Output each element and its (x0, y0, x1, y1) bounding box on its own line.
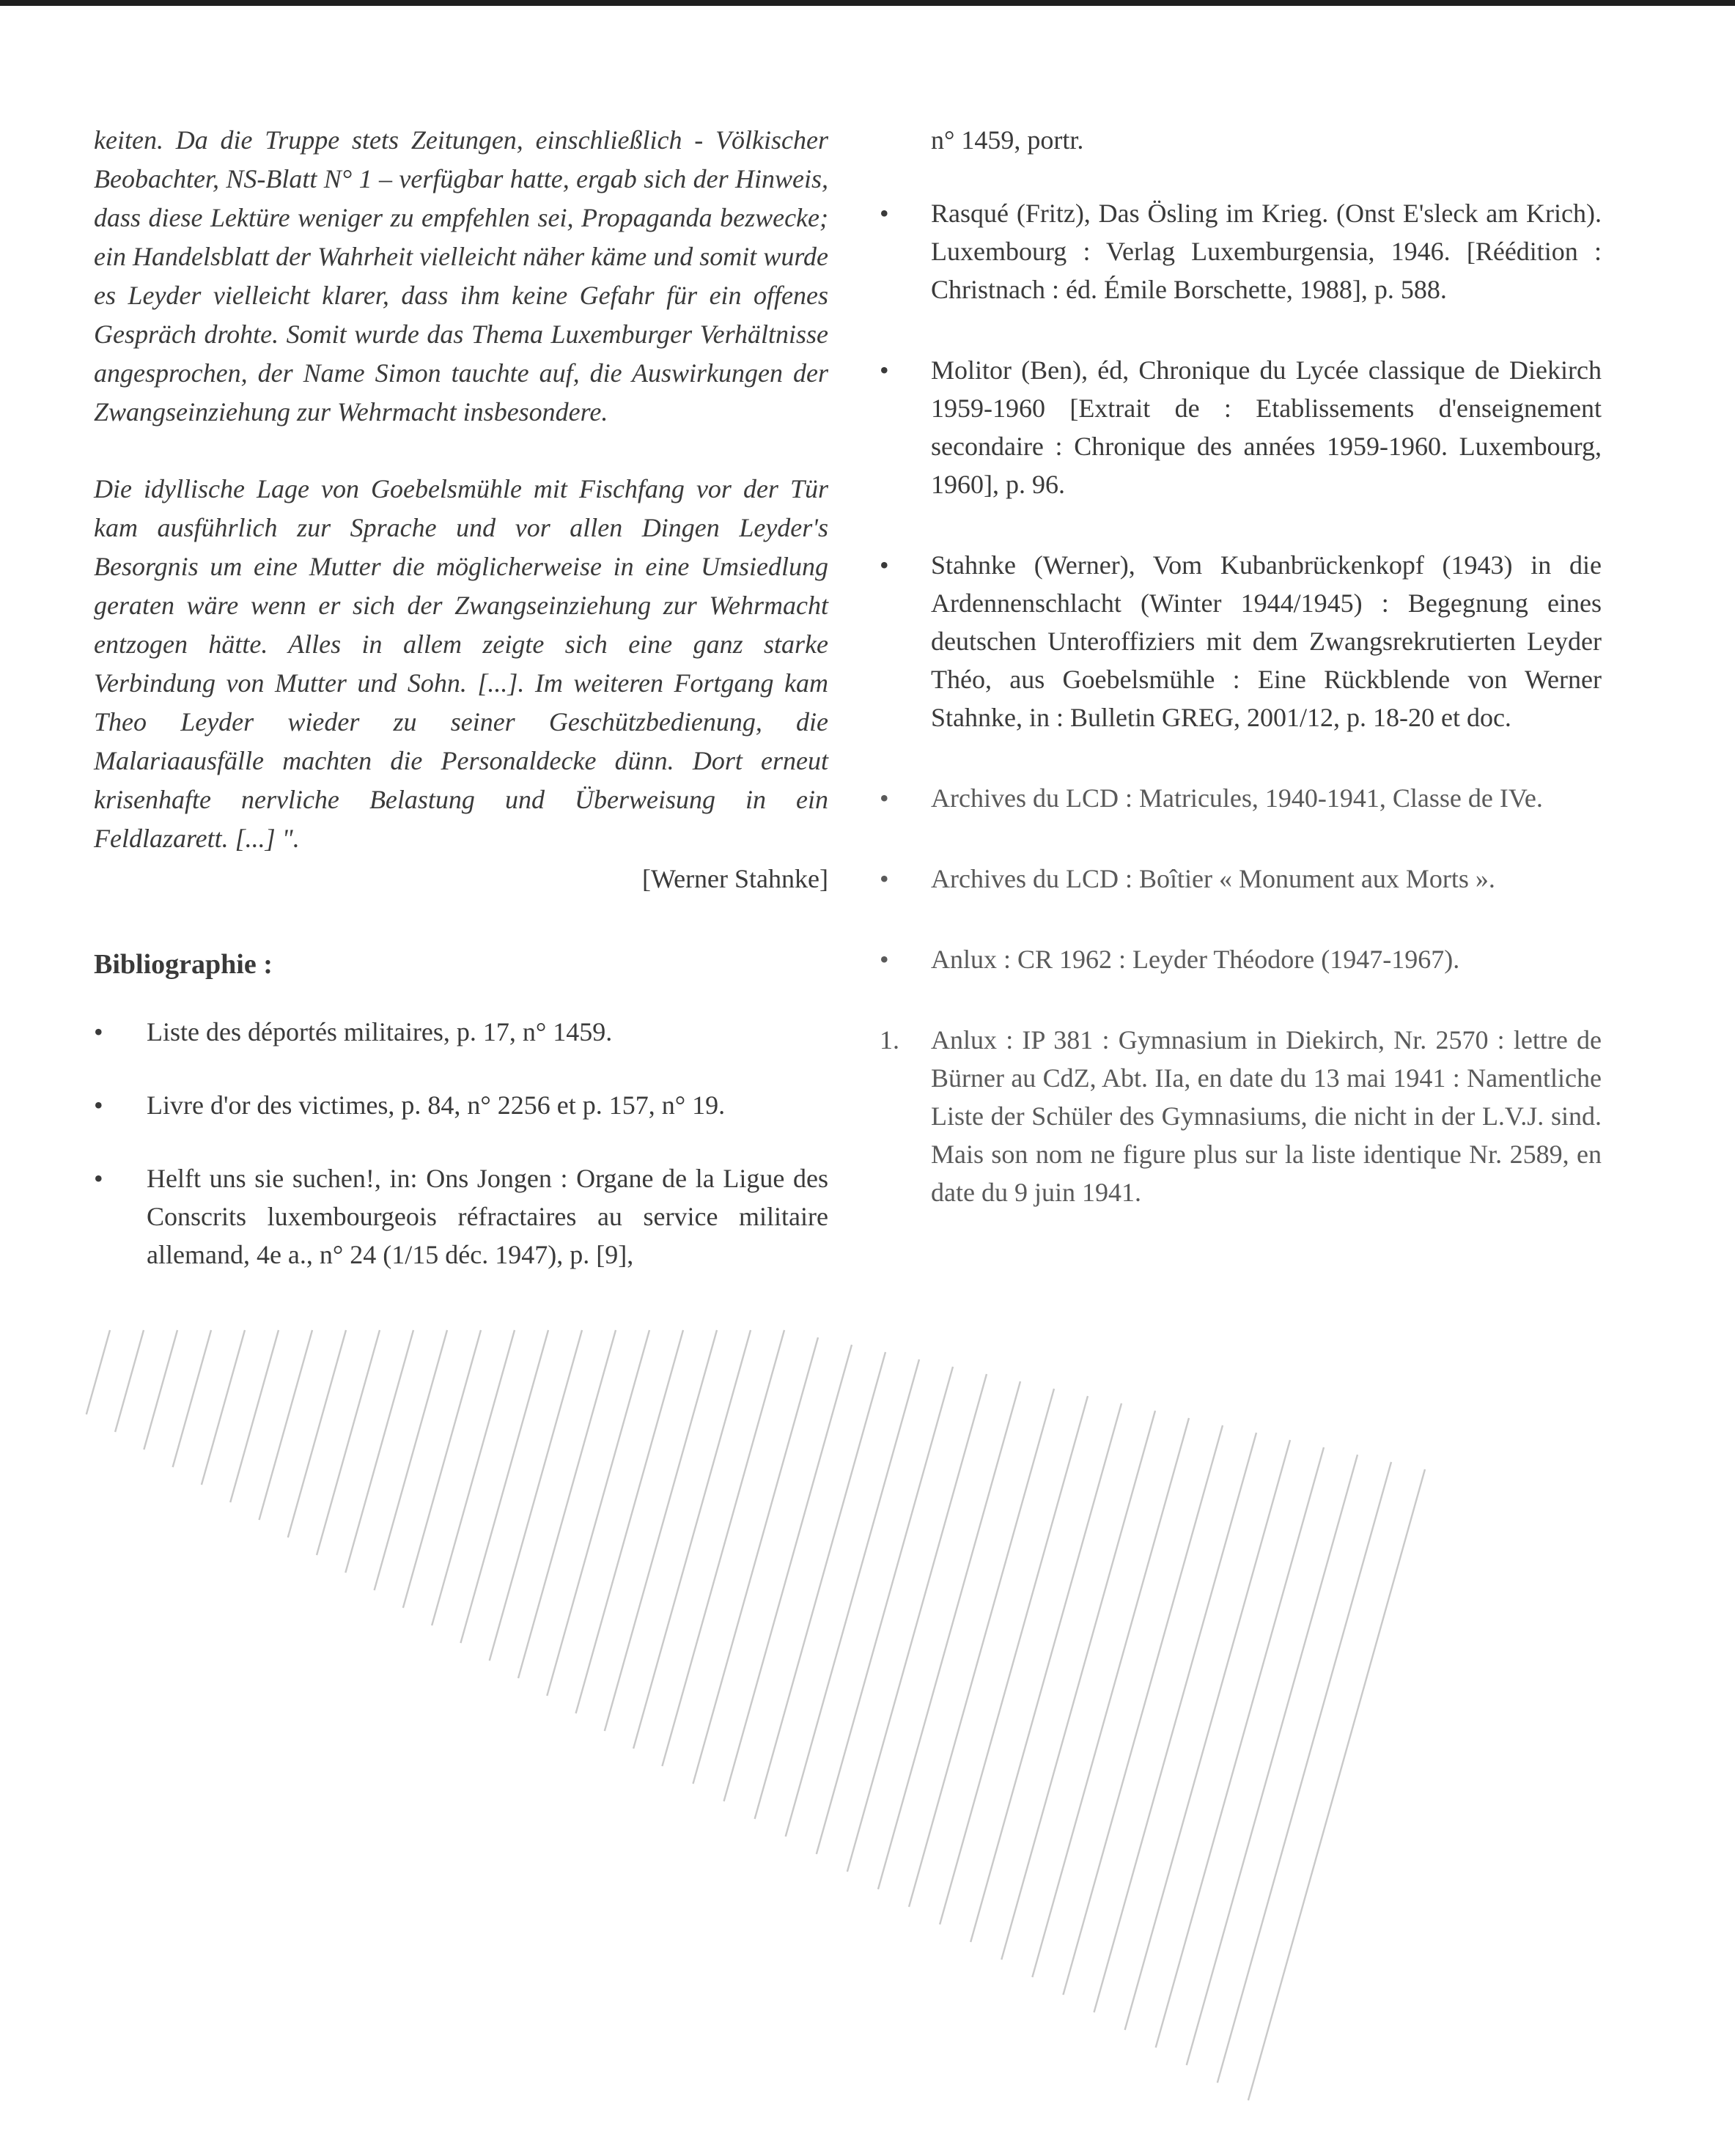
footnote (880, 1021, 1602, 1211)
hatch-line (202, 1330, 245, 1485)
bullet-icon: • (94, 1164, 103, 1193)
hatch-line (1156, 1447, 1324, 2048)
bullet-icon: • (94, 1090, 103, 1120)
hatch-line (817, 1367, 953, 1854)
bibliography-entry (94, 1086, 828, 1124)
quote-attribution: [Werner Stahnke] (642, 864, 828, 893)
hatch-line (940, 1396, 1088, 1924)
bullet-icon: • (94, 1017, 103, 1046)
hatch-line (970, 1403, 1121, 1942)
hatch-line (1063, 1425, 1223, 1995)
top-edge-bar (0, 0, 1735, 6)
bibliography-entry-text: Molitor (Ben), éd, Chronique du Lycée classique de Diekirch 1959-1960 [Extrait de : Etablissements d'enseignement secondaire : Chronique des années 1959-1960. Luxembourg, 1960], p. 96. (931, 355, 1602, 499)
hatch-line (490, 1330, 582, 1661)
hatch-line (173, 1330, 211, 1467)
hatch-line (1094, 1433, 1256, 2012)
bullet-icon: • (880, 945, 889, 974)
hatch-line (633, 1330, 751, 1749)
hatch-line (230, 1330, 279, 1502)
hatch-line (518, 1330, 616, 1678)
hatch-line (1125, 1440, 1290, 2030)
hatch-line (909, 1389, 1054, 1907)
bullet-icon: • (880, 783, 889, 813)
bibliography-entry (880, 860, 1602, 898)
bibliography-entry-text: Helft uns sie suchen!, in: Ons Jongen : Organe de la Ligue des Conscrits luxembourgeois réfractaires au service militaire allemand, 4e a., n° 24 (1/15 déc. 1947), p. [9], (147, 1164, 828, 1269)
hatch-line (86, 1330, 110, 1414)
bibliography-entry-text: Archives du LCD : Matricules, 1940-1941, Classe de IVe. (931, 783, 1543, 813)
hatch-line (115, 1330, 144, 1432)
footnote-number: 1. (880, 1025, 899, 1055)
hatch-line (1218, 1462, 1391, 2083)
hatch-line (693, 1337, 818, 1784)
bibliography-entry-text: Stahnke (Werner), Vom Kubanbrückenkopf (1943) in die Ardennenschlacht (Winter 1944/1945) : Begegnung eines deutschen Unteroffiziers mit dem Zwangsrekrutierten Leyder Théo, aus Goebelsmühle : Eine Rückblende von Werner Stahnke, in : Bulletin GREG, 2001/12, p. 18-20 et doc. (931, 550, 1602, 732)
hatch-line (1001, 1411, 1155, 1960)
hatch-line (460, 1330, 548, 1643)
hatch-line (576, 1330, 683, 1713)
bibliography-continuation: n° 1459, portr. (931, 125, 1084, 155)
bibliography-entry (880, 194, 1602, 309)
bullet-icon: • (880, 550, 889, 580)
hatch-line (662, 1330, 784, 1766)
left-column (94, 121, 828, 1309)
hatch-line (1248, 1469, 1425, 2100)
hatch-line (259, 1330, 312, 1520)
hatch-line (786, 1359, 919, 1836)
hatch-line (605, 1330, 717, 1731)
bibliography-entry-text: Rasqué (Fritz), Das Ösling im Krieg. (Onst E'sleck am Krich). Luxembourg : Verlag Luxemburgensia, 1946. [Réédition : Christnach : éd. Émile Borschette, 1988], p. 588. (931, 199, 1602, 304)
bibliography-entry (880, 940, 1602, 978)
bullet-icon: • (880, 355, 889, 385)
bibliography-entry-text: Archives du LCD : Boîtier « Monument aux Morts ». (931, 864, 1495, 893)
quote-paragraph-1: keiten. Da die Truppe stets Zeitungen, einschließlich - Völkischer Beobachter, NS-Blatt N° 1 – verfügbar hatte, ergab sich der Hinweis, dass diese Lektüre weniger zu empfehlen sei, Propaganda bezwecke; ein Handelsblatt der Wahrheit vielleicht näher käme und somit wurde es Leyder vielleicht klarer, dass ihm keine Gefahr für ein offenes Gespräch drohte. Somit wurde das Thema Luxemburger Verhältnisse angesprochen, der Name Simon tauchte auf, die Auswirkungen der Zwangseinziehung zur Wehrmacht insbesondere. (94, 125, 828, 427)
hatch-line (288, 1330, 346, 1537)
bibliography-entry (880, 779, 1602, 817)
bibliography-heading: Bibliographie : (94, 949, 273, 980)
hatch-line (1032, 1418, 1189, 1977)
bibliography-entry-text: Liste des déportés militaires, p. 17, n° 1459. (147, 1017, 613, 1046)
hatch-line (345, 1330, 413, 1573)
hatch-line (1187, 1455, 1358, 2065)
hatch-line (432, 1330, 515, 1625)
bibliography-entry-text: Livre d'or des victimes, p. 84, n° 2256 et p. 157, n° 19. (147, 1090, 726, 1120)
hatch-line (547, 1330, 649, 1696)
bibliography-entry (880, 546, 1602, 736)
hatch-line (878, 1381, 1020, 1889)
hatch-line (375, 1330, 447, 1590)
bullet-icon: • (880, 864, 889, 893)
quote-paragraph-2: Die idyllische Lage von Goebelsmühle mit Fischfang vor der Tür kam ausführlich zur Sprache und vor allen Dingen Leyder's Besorgnis um eine Mutter die möglicherweise in eine Umsiedlung geraten wäre wenn er sich der Zwangseinziehung zur Wehrmacht entzogen hätte. Alles in allem zeigte sich eine ganz starke Verbindung von Mutter und Sohn. [...]. Im weiteren Fortgang kam Theo Leyder wieder zu seiner Geschützbedienung, die Malariaausfälle machten die Personaldecke dünn. Dort erneut krisenhafte nervliche Belastung und Überweisung in ein Feldlazarett. [...] ". (94, 474, 828, 853)
hatch-line (724, 1345, 852, 1801)
footnote-text: Anlux : IP 381 : Gymnasium in Diekirch, Nr. 2570 : lettre de Bürner au CdZ, Abt. IIa, en date du 13 mai 1941 : Namentliche Liste der Schüler des Gymnasiums, die nicht in der L.V.J. sind. Mais son nom ne figure plus sur la liste identique Nr. 2589, en date du 9 juin 1941. (931, 1025, 1602, 1207)
hatch-line (403, 1330, 481, 1608)
bibliography-entry (880, 351, 1602, 503)
hatch-line (755, 1352, 885, 1819)
hatch-line (847, 1374, 987, 1872)
bibliography-entry (94, 1013, 828, 1051)
bibliography-entry (94, 1159, 828, 1274)
hatch-line (144, 1330, 177, 1450)
bullet-icon: • (880, 199, 889, 228)
right-column (880, 121, 1602, 1254)
bibliography-entry-text: Anlux : CR 1962 : Leyder Théodore (1947-1967). (931, 945, 1460, 974)
hatch-line (317, 1330, 380, 1555)
